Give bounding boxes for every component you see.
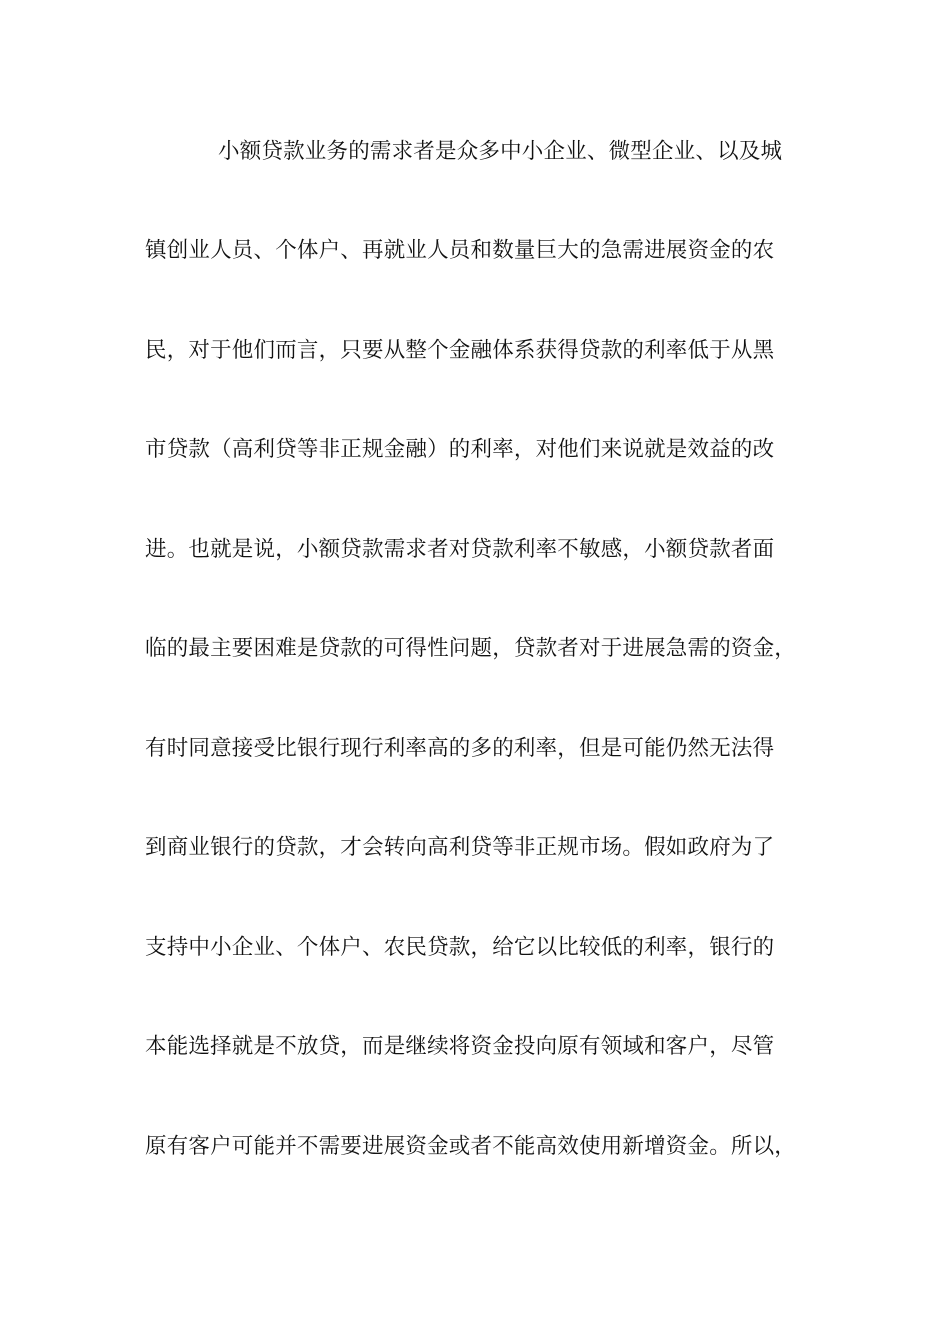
text-line-3: 民，对于他们而言，只要从整个金融体系获得贷款的利率低于从黑 [145,338,775,363]
text-line-10: 本能选择就是不放贷，而是继续将资金投向原有领域和客户，尽管 [145,1034,775,1059]
text-line-2: 镇创业人员、个体户、再就业人员和数量巨大的急需进展资金的农 [145,238,775,263]
text-line-4: 市贷款（高利贷等非正规金融）的利率，对他们来说就是效益的改 [145,437,775,462]
text-line-6: 临的最主要困难是贷款的可得性问题，贷款者对于进展急需的资金， [145,636,797,661]
text-line-1: 小额贷款业务的需求者是众多中小企业、微型企业、以及城 [218,139,783,164]
text-line-7: 有时同意接受比银行现行利率高的多的利率，但是可能仍然无法得 [145,736,775,761]
text-line-9: 支持中小企业、个体户、农民贷款，给它以比较低的利率，银行的 [145,935,775,960]
text-line-5: 进。也就是说，小额贷款需求者对贷款利率不敏感，小额贷款者面 [145,537,775,562]
text-line-11: 原有客户可能并不需要进展资金或者不能高效使用新增资金。所以， [145,1134,797,1159]
text-line-8: 到商业银行的贷款，才会转向高利贷等非正规市场。假如政府为了 [145,835,775,860]
